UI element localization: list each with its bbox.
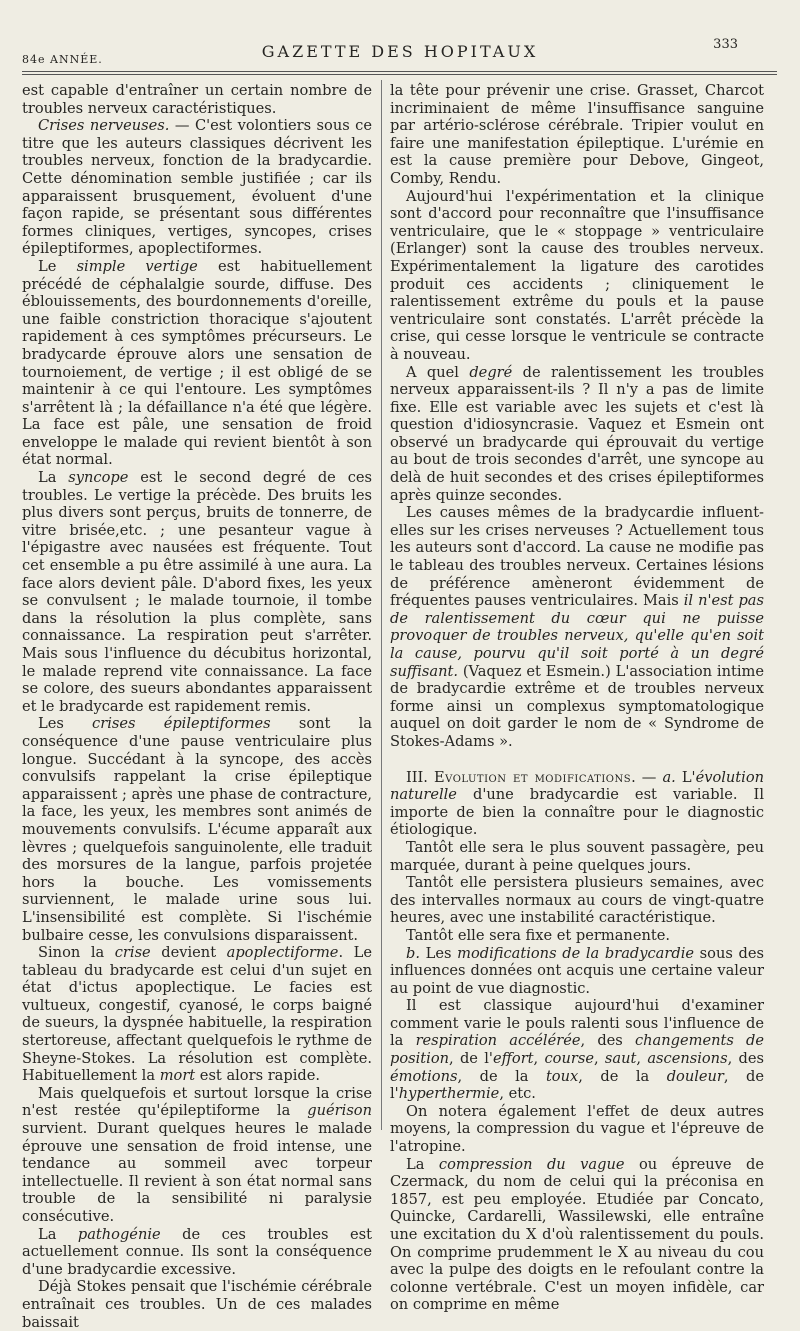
paragraph: Aujourd'hui l'expérimentation et la clinique sont d'accord pour reconnaître que l'insuffisance ventriculaire, que le « stoppage » ventriculaire (Erlanger) sont la cause des troubles nerveux. Expérimentalement la ligature des carotides produit ces accidents ; cliniquement le ralentissement extrême du pouls et la pause ventriculaire sont constatés. L'arrêt précède la crise, qui cesse lorsque le ventricule se contracte à nouveau.: [390, 187, 764, 363]
page-header: [0, 37, 800, 70]
paragraph: La pathogénie de ces troubles est actuellement connue. Ils sont la conséquence d'une bradycardie excessive.: [22, 1225, 372, 1278]
page-number: 333: [713, 37, 738, 52]
paragraph: Sinon la crise devient apoplectiforme. Le tableau du bradycarde est celui d'un sujet en état d'ictus apoplectique. Le facies est vultueux, congestif, cyanosé, le corps baigné de sueurs, la dyspnée habituelle, la respiration stertoreuse, affectant quelquefois le rythme de Sheyne-Stokes. La résolution est complète. Habituellement la mort est alors rapide.: [22, 944, 372, 1085]
paragraph: Il est classique aujourd'hui d'examiner comment varie le pouls ralenti sous l'influence de la respiration accélérée, des changements de position, de l'effort, course, saut, ascensions, des émotions, de la toux, de la douleur, de l'hyperthermie, etc.: [390, 997, 765, 1103]
right-column: [390, 82, 765, 1314]
paragraph: A quel degré de ralentissement les troubles nerveux apparaissent-ils ? Il n'y a pas de limite fixe. Elle est variable avec les sujets et c'est là question d'idiosyncrasie. Vaquez et Esmein ont observé un bradycarde qui éprouvait du vertige au bout de trois secondes d'arrêt, une syncope au delà de huit secondes et des crises épileptiformes après quinze secondes.: [390, 363, 764, 504]
paragraph: Déjà Stokes pensait que l'ischémie cérébrale entraînait ces troubles. Un de ces malades baissait: [22, 1278, 372, 1331]
paragraph: On notera également l'effet de deux autres moyens, la compression du vague et l'épreuve de l'atropine.: [390, 1102, 764, 1156]
paragraph: est capable d'entraîner un certain nombre de troubles nerveux caractéristiques.: [22, 82, 372, 117]
paragraph: Les causes mêmes de la bradycardie influent-elles sur les crises nerveuses ? Actuellement tous les auteurs sont d'accord. La cause ne modifie pas le tableau des troubles nerveux. Certaines lésions de préférence amèneront évidemment de fréquentes pauses ventriculaires. Mais il n'est pas de ralentissement du cœur qui ne puisse provoquer de troubles nerveux, qu'elle qu'en soit la cause, pourvu qu'il soit porté à un degré suffisant. (Vaquez et Esmein.) L'association intime de bradycardie extrême et de troubles nerveux forme ainsi un complexus symptomatologique auquel on doit garder le nom de « Syndrome de Stokes-Adams ».: [390, 504, 764, 750]
paragraph: La syncope est le second degré de ces troubles. Le vertige la précède. Des bruits les plus divers sont perçus, bruits de tonnerre, de vitre brisée,etc. ; une pesanteur vague à l'épigastre avec nausées est fréquente. Tout cet ensemble a pu être assimilé à une aura. La face alors devient pâle. D'abord fixes, les yeux se convulsent ; le malade tournoie, il tombe dans la résolution la plus complète, sans connaissance. La respiration peut s'arrêter. Mais sous l'influence du décubitus horizontal, le malade reprend vite connaissance. La face se colore, des sueurs abondantes apparaissent et le bradycarde est rapidement remis.: [22, 469, 372, 715]
paragraph: Tantôt elle persistera plusieurs semaines, avec des intervalles normaux au cours de vingt-quatre heures, avec une instabilité caractéristique.: [390, 874, 764, 927]
paragraph: Crises nerveuses. — C'est volontiers sous ce titre que les auteurs classiques décrivent les troubles nerveux, fonction de la bradycardie. Cette dénomination semble justifiée ; car ils apparaissent brusquement, évoluent d'une façon rapide, se présentant sous différentes formes cliniques, vertiges, syncopes, crises épileptiformes, apoplectiformes.: [22, 117, 372, 258]
paragraph: b. Les modifications de la bradycardie sous des influences données ont acquis une certaine valeur au point de vue diagnostic.: [390, 944, 764, 997]
journal-title: GAZETTE DES HOPITAUX: [261, 42, 539, 61]
paragraph: Tantôt elle sera le plus souvent passagère, peu marquée, durant à peine quelques jours.: [390, 838, 764, 874]
header-rule-bottom: [22, 74, 777, 75]
column-divider: [381, 80, 382, 1130]
header-rule-top: [22, 71, 777, 72]
paragraph: Le simple vertige est habituellement précédé de céphalalgie sourde, diffuse. Des éblouissements, des bourdonnements d'oreille, une faible constriction thoracique s'ajoutent rapidement à ces symptômes précurseurs. Le bradycarde éprouve alors une sensation de tournoiement, de vertige ; il est obligé de se maintenir à ce qui l'entoure. Les symptômes s'arrêtent là ; la défaillance n'a été que légère. La face est pâle, une sensation de froid enveloppe le malade qui revient bientôt à son état normal.: [22, 257, 372, 469]
left-column: [22, 82, 372, 1331]
paragraph: Mais quelquefois et surtout lorsque la crise n'est restée qu'épileptiforme la guérison survient. Durant quelques heures le malade éprouve une sensation de froid intense, une tendance au sommeil avec torpeur intellectuelle. Il revient à son état normal sans trouble de la sensibilité ni paralysie consécutive.: [22, 1084, 372, 1225]
paragraph: Les crises épileptiformes sont la conséquence d'une pause ventriculaire plus longue. Succédant à la syncope, des accès convulsifs rappelant la crise épileptique apparaissent ; après une phase de contracture, la face, les yeux, les membres sont animés de mouvements convulsifs. L'écume apparaît aux lèvres ; quelquefois sanguinolente, elle traduit des morsures de la langue, parfois projetée hors la bouche. Les vomissements surviennent, le malade urine sous lui. L'insensibilité est complète. Si l'ischémie bulbaire cesse, les convulsions disparaissent.: [22, 715, 372, 944]
paragraph: la tête pour prévenir une crise. Grasset, Charcot incriminaient de même l'insuffisance sanguine par artério-sclérose cérébrale. Tripier voulut en faire une manifestation épileptique. L'urémie en est la cause première pour Debove, Gingeot, Comby, Rendu.: [390, 82, 764, 187]
year-label: 84e ANNÉE.: [22, 53, 103, 66]
paragraph: III. Evolution et modifications. — a. L'évolution naturelle d'une bradycardie est variable. Il importe de bien la connaître pour le diagnostic étiologique.: [390, 768, 765, 839]
paragraph: La compression du vague ou épreuve de Czermack, du nom de celui qui la préconisa en 1857, est peu employée. Etudiée par Concato, Quincke, Cardarelli, Wassilewski, elle entraîne une excitation du X d'où ralentissement du pouls. On comprime prudemment le X au niveau du cou avec la pulpe des doigts en le refoulant contre la colonne vertébrale. C'est un moyen infidèle, car on comprime en même: [390, 1155, 765, 1314]
paragraph: Tantôt elle sera fixe et permanente.: [406, 926, 670, 944]
